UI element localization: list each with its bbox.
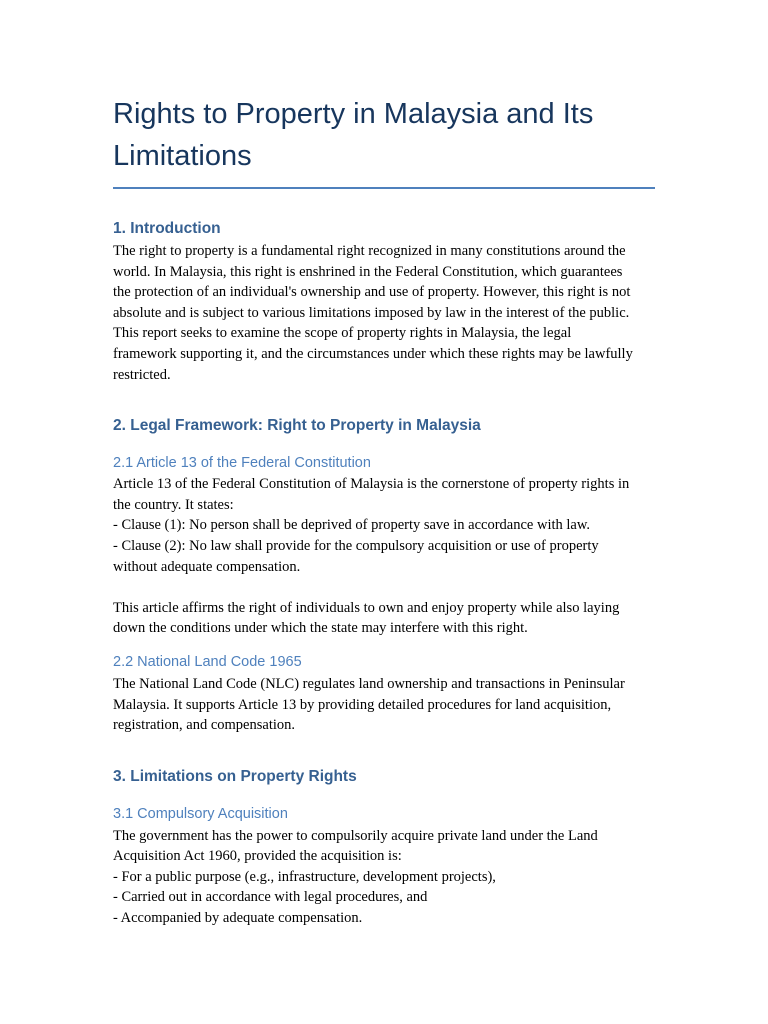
text-line: - Carried out in accordance with legal procedures, and — [113, 889, 428, 906]
section-limitations — [113, 767, 655, 929]
text-line: the protection of an individual's ownership and use of property. However, this right is not — [113, 284, 631, 301]
text-line: - Clause (1): No person shall be deprived of property save in accordance with law. — [113, 517, 590, 534]
text-line: This report seeks to examine the scope of property rights in Malaysia, the legal — [113, 325, 572, 342]
text-line: Article 13 of the Federal Constitution of Malaysia is the cornerstone of property rights in — [113, 476, 630, 493]
document-page — [113, 93, 655, 929]
text-line: world. In Malaysia, this right is enshrined in the Federal Constitution, which guarantees — [113, 263, 623, 280]
text-line: down the conditions under which the state may interfere with this right. — [113, 620, 528, 637]
subsection-heading: 3.1 Compulsory Acquisition — [113, 805, 288, 822]
text-line: - Accompanied by adequate compensation. — [113, 910, 363, 927]
text-line: absolute and is subject to various limitations imposed by law in the interest of the public. — [113, 304, 630, 321]
section-heading: 1. Introduction — [113, 220, 221, 237]
paragraph — [113, 826, 655, 929]
subsection-article-13 — [113, 453, 655, 639]
paragraph — [113, 674, 655, 736]
text-line: without adequate compensation. — [113, 558, 301, 575]
document-title: Rights to Property in Malaysia and Its Limitations — [113, 93, 655, 189]
text-line: Acquisition Act 1960, provided the acquisition is: — [113, 848, 402, 865]
text-line: Malaysia. It supports Article 13 by providing detailed procedures for land acquisition, — [113, 696, 612, 713]
subsection-national-land-code — [113, 652, 655, 736]
text-line: registration, and compensation. — [113, 717, 296, 734]
subsection-heading: 2.2 National Land Code 1965 — [113, 653, 302, 670]
text-line: framework supporting it, and the circumstances under which these rights may be lawfully — [113, 345, 633, 362]
text-line: - For a public purpose (e.g., infrastructure, development projects), — [113, 868, 496, 885]
text-line: The right to property is a fundamental right recognized in many constitutions around the — [113, 243, 626, 259]
section-heading: 3. Limitations on Property Rights — [113, 767, 357, 785]
text-line: - Clause (2): No law shall provide for the compulsory acquisition or use of property — [113, 537, 599, 554]
text-line: The National Land Code (NLC) regulates land ownership and transactions in Peninsular — [113, 675, 625, 692]
subsection-heading: 2.1 Article 13 of the Federal Constitution — [113, 455, 371, 472]
text-line: the country. It states: — [113, 496, 234, 513]
paragraph — [113, 241, 655, 385]
section-introduction — [113, 219, 655, 385]
section-legal-framework — [113, 416, 655, 736]
paragraph — [113, 474, 655, 639]
subsection-compulsory-acquisition — [113, 804, 655, 929]
text-line: The government has the power to compulsorily acquire private land under the Land — [113, 827, 598, 844]
text-line: This article affirms the right of individuals to own and enjoy property while also laying — [113, 599, 620, 616]
blank-line — [113, 577, 655, 598]
section-heading: 2. Legal Framework: Right to Property in Malaysia — [113, 417, 481, 435]
text-line: restricted. — [113, 366, 171, 383]
